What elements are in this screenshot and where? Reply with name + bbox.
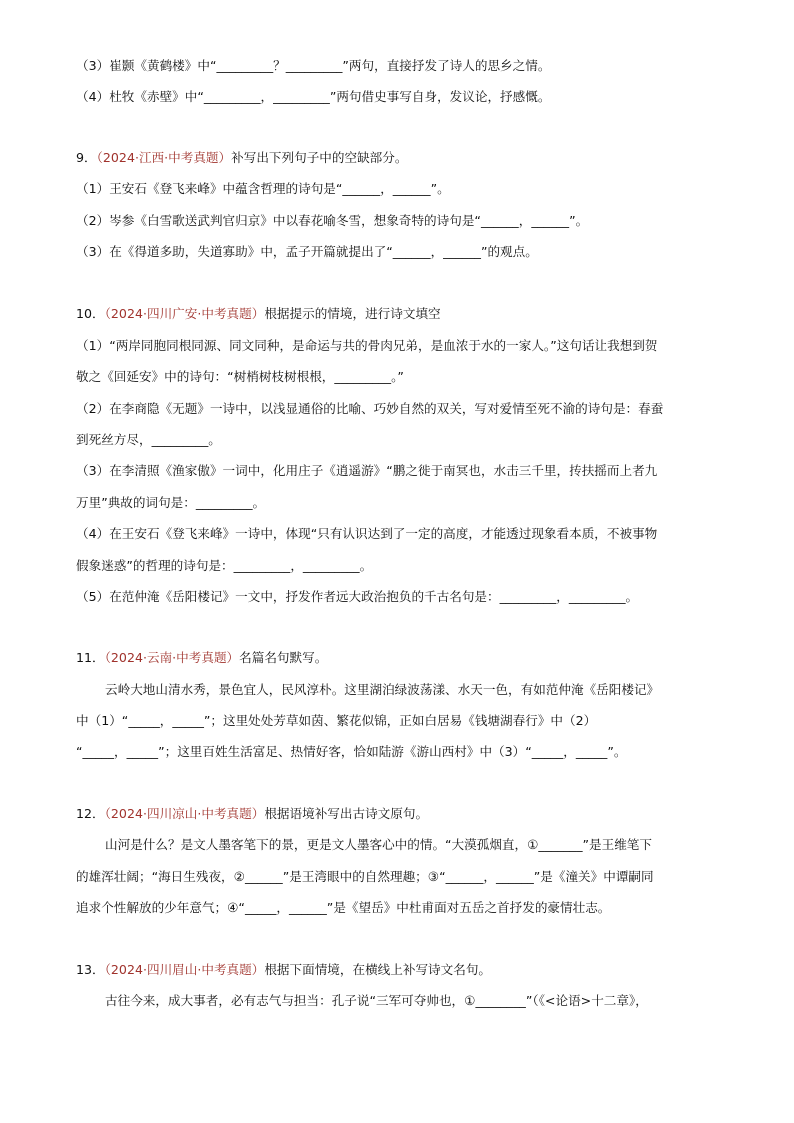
q10-title [76, 305, 732, 323]
q10-2b-line: 到死丝方尽，_________。 [76, 432, 221, 447]
q9-2-line: （2）岑参《白雪歌送武判官归京》中以春花喻冬雪，想象奇特的诗句是“______，______”。 [76, 213, 589, 228]
q10-4b-line: 假象迷惑”的哲理的诗句是：_________，_________。 [76, 558, 373, 573]
q12-b-line: 的雄浑壮阔；“海日生残夜，②______”是王湾眼中的自然理趣；③“______，______”是《潼关》中谭嗣同 [76, 869, 654, 884]
q10-3b-line: 万里”典故的词句是：_________。 [76, 495, 266, 510]
q11-title [76, 649, 732, 667]
q10-1a-line: （1）“两岸同胞同根同源、同文同种，是命运与共的骨肉兄弟，是血浓于水的一家人。”这句话让我想到贺 [76, 338, 658, 353]
q10-4a-line: （4）在王安石《登飞来峰》一诗中，体现“只有认识达到了一定的高度，才能透过现象看本质，不被事物 [76, 526, 658, 541]
q13-source: （2024·四川眉山·中考真题） [104, 962, 265, 977]
q9-instruction: 补写出下列句子中的空缺部分。 [231, 150, 408, 165]
q13-title [76, 961, 732, 979]
q9-number: 9． [76, 150, 97, 165]
q11-c-line: “_____，_____”；这里百姓生活富足、热情好客，恰如陆游《游山西村》中（3）“_____，_____”。 [76, 744, 627, 759]
q10-1b-line: 敬之《回延安》中的诗句：“树梢树枝树根根，_________。” [76, 369, 404, 384]
q10-number: 10． [76, 306, 105, 321]
q9-title [76, 149, 732, 167]
q12-title [76, 805, 732, 823]
q11-instruction: 名篇名句默写。 [239, 650, 328, 665]
q12-source: （2024·四川凉山·中考真题） [104, 806, 265, 821]
q12-number: 12． [76, 806, 105, 821]
q10-source: （2024·四川广安·中考真题） [104, 306, 265, 321]
q12-a-line: 山河是什么？是文人墨客笔下的景，更是文人墨客心中的情。“大漠孤烟直，①_______”是王维笔下 [105, 837, 652, 852]
q10-2a-line: （2）在李商隐《无题》一诗中，以浅显通俗的比喻、巧妙自然的双关，写对爱情至死不渝的诗句是：春蚕 [76, 401, 664, 416]
q11-source: （2024·云南·中考真题） [104, 650, 240, 665]
q8-4-line: （4）杜牧《赤壁》中“_________，_________”两句借史事写自身，发议论，抒感慨。 [76, 89, 551, 104]
q11-a-line: 云岭大地山清水秀，景色宜人，民风淳朴。这里湖泊绿波荡漾、水天一色，有如范仲淹《岳阳楼记》 [105, 682, 660, 697]
q9-source: （2024·江西·中考真题） [96, 150, 232, 165]
q10-5-line: （5）在范仲淹《岳阳楼记》一文中，抒发作者远大政治抱负的千古名句是：_________，_________。 [76, 589, 639, 604]
q11-number: 11． [76, 650, 105, 665]
q10-3a-line: （3）在李清照《渔家傲》一词中，化用庄子《逍遥游》“鹏之徙于南冥也，水击三千里，抟扶摇而上者九 [76, 463, 658, 478]
q10-instruction: 根据提示的情境，进行诗文填空 [264, 306, 441, 321]
q13-number: 13． [76, 962, 105, 977]
q13-instruction: 根据下面情境，在横线上补写诗文名句。 [264, 962, 492, 977]
q13-a-line: 古往今来，成大事者，必有志气与担当：孔子说“三军可夺帅也，①________”（《<论语>十二章》， [105, 993, 648, 1008]
q8-3-line: （3）崔颢《黄鹤楼》中“_________？_________”两句，直接抒发了诗人的思乡之情。 [76, 58, 551, 73]
q9-3-line: （3）在《得道多助，失道寡助》中，孟子开篇就提出了“______，______”的观点。 [76, 244, 538, 259]
q9-1-line: （1）王安石《登飞来峰》中蕴含哲理的诗句是“______，______”。 [76, 181, 450, 196]
q11-b-line: 中（1）“_____，_____”；这里处处芳草如茵、繁花似锦，正如白居易《钱塘湖春行》中（2） [76, 713, 597, 728]
q12-c-line: 追求个性解放的少年意气；④“_____，______”是《望岳》中杜甫面对五岳之首抒发的豪情壮志。 [76, 900, 611, 915]
q12-instruction: 根据语境补写出古诗文原句。 [264, 806, 429, 821]
